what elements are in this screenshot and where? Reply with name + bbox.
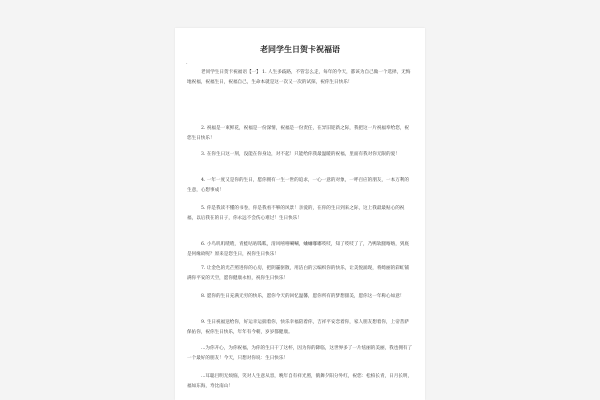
paragraph-6: 6. 小鸟叽叽喳喳，青蛙咕咕呱呱，清风嘻嘻唰唰，蛐蛐嘟嘟吱吱，知了吱吱了了，乃鸭软腿喀喀，到底是何缘故呢？原来是您生日，祝你生日快乐！ (187, 242, 409, 258)
paragraph-4: 4. 一年一度又是你的生日，愿你拥有一生一世的追求，一心一意的对象，一呼百应的朋友，一本万利的生意，心想事成！ (187, 178, 409, 194)
document-page (175, 28, 425, 400)
document-title: 老同学生日贺卡祝福语 (260, 45, 340, 54)
paragraph-8: 8. 愿你的生日充满无穷的快乐，愿你今天的回忆温馨，愿你所有的梦想甜美，愿你这一年称心如意！ (201, 294, 405, 299)
paragraph-1: 老同学生日贺卡祝福语【一】 1. 人生多歧路，不管怎么走，每年的今天，都该为自己做一个选择，无悔地祝福，祝福生日，祝福自己，生命本就是这一次又一次的试探，祝你生日快乐！ (187, 70, 411, 86)
paragraph-5: 5. 你是我读不懂的书卷，你是我看不够的风景！亲爱的，在你的生日到来之际，这上我最最贴心的祝福，以后我在的日子，你永远不会伤心难过！生日快乐！ (187, 206, 405, 222)
paragraph-7: 7. 让金色的光芒照进你的心房，把阴霾驱散，用洁白的云编织你的快乐，让美悦涌现，将绮丽的彩虹铺满你平安的天空，愿你健康永恒，祝你生日快乐！ (187, 266, 409, 282)
bullet-mark: · (186, 61, 188, 67)
paragraph-9: 9. 生日祝福送给你，好运幸运揣着你，快乐幸福陪着你，吉祥平安恋着你，家人朋友想着你，上帝菩萨保佑你，祝你生日快乐，年年有今朝，岁岁都健康。 (187, 320, 409, 336)
paragraph-3: 3. 在你生日这一刻，没能在你身边，对不起！只能给你我最温暖的祝福，里面有我对你无限的爱！ (201, 152, 400, 157)
paragraph-2: 2. 祝福是一束鲜花，祝福是一份深情，祝福是一份责任，在异旧迎新之际，我把这一片祝福奉给您，祝您生日快乐！ (187, 126, 409, 142)
paragraph-10: ...为你开心，为你祝福，为你的生日干了这杯，因为你的降临，这世界多了一片炫丽的美丽，我也拥有了一个最好的朋友！今天，只想对你说：生日快乐！ (187, 346, 413, 362)
paragraph-11: ...耳聪目明无烦恼，笑对人生意从容，晚年自有祥光照，鹤舞夕阳分外红，祝您：松柏长青，日月长明，福如东海，寿比南山！ (187, 374, 413, 390)
